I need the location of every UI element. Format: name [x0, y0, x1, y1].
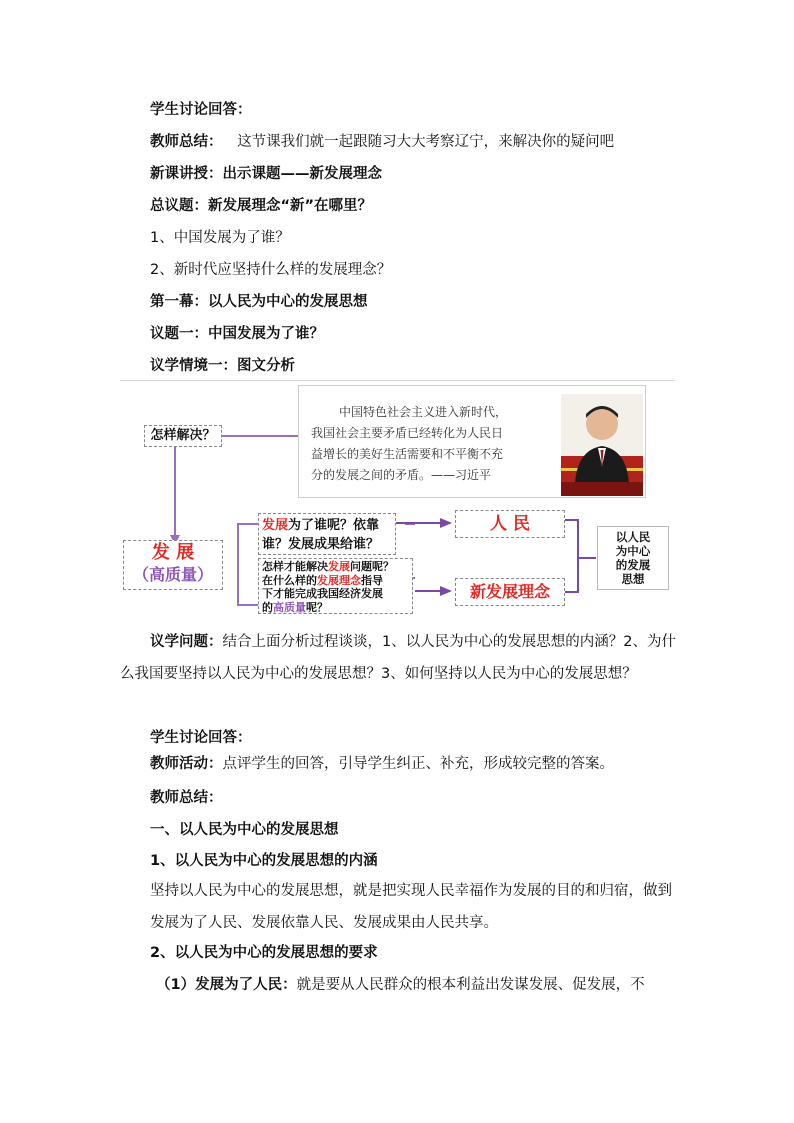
question-b-line-4 [262, 601, 409, 615]
result-line-2: 为中心 [615, 544, 651, 558]
quote-line-2: 我国社会主要矛盾已经转化为人民日 [311, 426, 504, 440]
people-box: 人 民 [455, 510, 565, 538]
question-a-rest: 为了谁呢？依靠 [288, 518, 380, 533]
question-b-line-4-pre: 的 [262, 600, 273, 614]
section-1-1-heading: 1、以人民为中心的发展思想的内涵 [150, 853, 378, 869]
student-discussion-heading: 学生讨论回答： [150, 102, 252, 118]
develop-label: 发 展 [151, 542, 195, 563]
result-line-4: 思想 [621, 572, 645, 586]
question-b-line-4-purple: 高质量 [273, 600, 306, 614]
speaker-photo [561, 394, 643, 496]
act-1-line: 第一幕：以人民为中心的发展思想 [150, 294, 368, 310]
section-1-2-heading: 2、以人民为中心的发展思想的要求 [150, 945, 378, 961]
result-line-1: 以人民 [615, 530, 651, 544]
quote-line-4: 分的发展之间的矛盾。——习近平 [311, 468, 492, 482]
teacher-activity-text: 点评学生的回答，引导学生纠正、补充，形成较完整的答案。 [222, 756, 614, 772]
scenario-1-line: 议学情境一：图文分析 [150, 358, 295, 374]
develop-box [123, 540, 223, 590]
teacher-activity-label: 教师活动： [150, 756, 223, 772]
question-a-red: 发展 [262, 518, 289, 533]
question-b-line-1 [262, 560, 409, 574]
result-line-3: 的发展 [615, 558, 651, 572]
new-lesson-line: 新课讲授：出示课题——新发展理念 [150, 166, 382, 182]
question-a-box [258, 513, 396, 555]
main-topic-line: 总议题：新发展理念“新”在哪里？ [150, 198, 373, 214]
requirement-1-text: 就是要从人民群众的根本利益出发谋发展、促发展，不 [296, 977, 645, 993]
teacher-summary-text: 这节课我们就一起跟随习大大考察辽宁，来解决你的疑问吧 [237, 134, 615, 150]
requirement-1-label: （1）发展为了人民： [156, 977, 297, 993]
question-b-line-3: 下才能完成我国经济发展 [262, 587, 383, 600]
question-b-line-1-red: 发展 [328, 560, 350, 573]
question-b-line-2 [262, 574, 409, 588]
discussion-question-text: 结合上面分析过程谈谈，1、以人民为中心的发展思想的内涵？2、为什么我国要坚持以人民为中心的发展思想？3、如何坚持以人民为中心的发展思想？ [120, 634, 676, 682]
question-b-line-2-red: 发展理念 [317, 573, 361, 587]
quote-line-1: 中国特色社会主义进入新时代， [339, 405, 508, 419]
how-solve-box: 怎样解决？ [144, 425, 222, 447]
question-b-line-1-post: 问题呢？ [350, 560, 394, 573]
question-b-line-2-pre: 在什么样的 [262, 573, 317, 587]
teacher-summary-line [150, 132, 614, 152]
teacher-summary-heading-2: 教师总结： [150, 790, 223, 806]
topic-1-line: 议题一：中国发展为了谁？ [150, 326, 324, 342]
question-a-line-2: 谁？发展成果给谁？ [262, 537, 380, 552]
discussion-question-paragraph [120, 626, 680, 690]
question-b-box [258, 558, 413, 614]
discussion-question-label: 议学问题： [150, 634, 223, 650]
quote-line-3: 益增长的美好生活需要和不平衡不充 [311, 447, 504, 461]
requirement-1-line [156, 975, 645, 995]
result-box [597, 526, 669, 590]
question-b-line-4-post: 呢？ [306, 600, 328, 614]
teacher-activity-line [150, 754, 614, 774]
question-b-line-2-post: 指导 [361, 573, 383, 587]
student-discussion-heading-2: 学生讨论回答： [150, 730, 252, 746]
question-b-line-1-pre: 怎样才能解决 [262, 560, 328, 573]
high-quality-label: （高质量） [132, 565, 213, 584]
question-2-line: 2、新时代应坚持什么样的发展理念？ [150, 262, 392, 278]
section-1-1-paragraph: 坚持以人民为中心的发展思想，就是把实现人民幸福作为发展的目的和归宿，做到发展为了人民、发展依靠人民、发展成果由人民共享。 [150, 883, 672, 931]
new-concept-box: 新发展理念 [455, 578, 565, 606]
quote-text [311, 402, 561, 486]
question-a-line-1 [262, 516, 392, 535]
quote-box [298, 385, 646, 498]
teacher-summary-label: 教师总结： [150, 134, 223, 150]
section-1-heading: 一、以人民为中心的发展思想 [150, 822, 339, 838]
diagram [120, 380, 675, 615]
question-1-line: 1、中国发展为了谁？ [150, 230, 290, 246]
